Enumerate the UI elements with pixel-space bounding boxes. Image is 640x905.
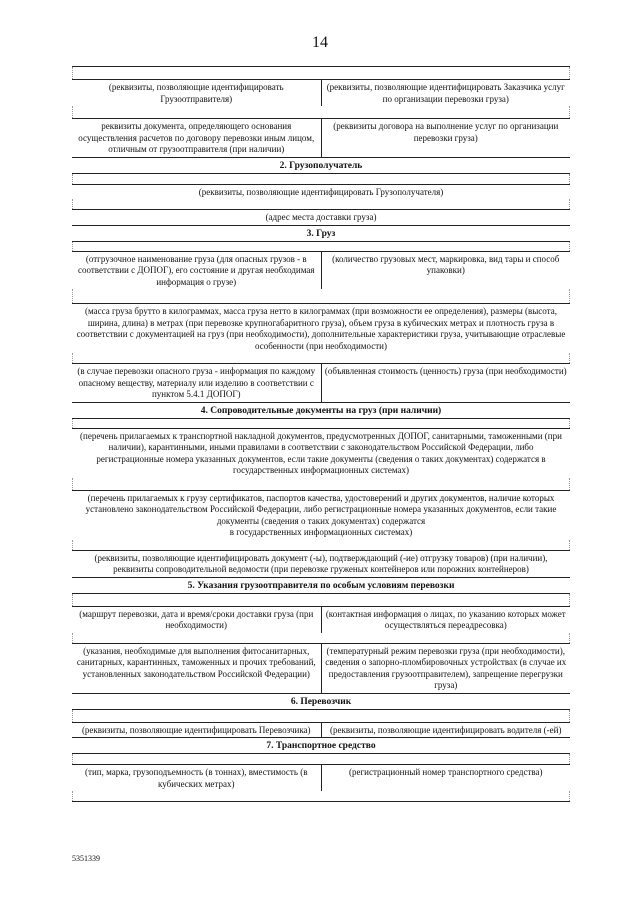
- contact-caption: (контактная информация о лицах, по указанию которых может осуществляться переадресовка): [321, 606, 571, 633]
- customer-details-caption: (реквизиты, позволяющие идентифицировать Заказчика услуг по организации перевозки груза): [321, 79, 571, 106]
- carrier-caption: (реквизиты, позволяющие идентифицировать Перевозчика): [72, 722, 321, 738]
- section-6-heading: 6. Перевозчик: [72, 693, 570, 710]
- section-7-heading: 7. Транспортное средство: [72, 737, 570, 754]
- requirements-caption: (указания, необходимые для выполнения фитосанитарных, санитарных, карантинных, таможенных и прочих требований, установленных законодательством Российской Федерации): [72, 643, 321, 693]
- certificates-caption: [72, 490, 570, 540]
- row-dangerous-cargo: [72, 363, 570, 402]
- certificates-caption-tail: в государственных информационных системах): [229, 527, 413, 537]
- consignor-details-caption: (реквизиты, позволяющие идентифицировать Грузоотправителя): [72, 79, 321, 106]
- section-3-heading: 3. Груз: [72, 225, 570, 242]
- route-caption: (маршрут перевозки, дата и время/сроки доставки груза (при необходимости): [72, 606, 321, 633]
- section-5-heading: 5. Указания грузоотправителя по особым условиям перевозки: [72, 577, 570, 594]
- form-bottom-border: [72, 801, 570, 802]
- row-vehicle: [72, 764, 570, 791]
- attached-documents-caption: (перечень прилагаемых к транспортной накладной документов, предусмотренных ДОПОГ, санитарными, таможенными (при наличии), карантинными, иными правилами в соответствии с законодательством Российской Федерации, либо регистрационные номера указанных документов, если такие документы (сведения о таких документах) содержатся в государственных информационных системах): [72, 428, 570, 478]
- vehicle-number-caption: (регистрационный номер транспортного средства): [321, 764, 571, 791]
- consignee-details-caption: (реквизиты, позволяющие идентифицировать Грузополучателя): [72, 184, 570, 200]
- row-requirements: [72, 643, 570, 693]
- row-settlement-document: [72, 118, 570, 157]
- transport-waybill-form: [72, 66, 570, 802]
- entry-space: [72, 754, 570, 764]
- entry-space: [72, 633, 570, 643]
- settlement-document-caption: реквизиты документа, определяющего основания осуществления расчетов по договору перевозки иным лицом, отличным от грузоотправителя (при наличии): [72, 118, 321, 157]
- entry-space: [72, 174, 570, 184]
- declared-value-caption: (объявленная стоимость (ценность) груза (при необходимости): [321, 363, 571, 402]
- cargo-mass-caption: (масса груза брутто в килограммах, масса груза нетто в килограммах (при возможности ее определения), размеры (высота, ширина, длина) в метрах (при перевозке крупногабаритного груза), объем груза в кубических метрах и плотность груза в соответствии с документацией на груз (при необходимости), дополнительные характеристики груза, учитывающие отраслевые особенности (при необходимости): [72, 303, 570, 353]
- entry-space: [72, 791, 570, 801]
- entry-space: [72, 353, 570, 363]
- entry-space: [72, 710, 570, 722]
- entry-space: [72, 67, 570, 79]
- driver-caption: (реквизиты, позволяющие идентифицировать водителя (-ей): [321, 722, 571, 738]
- entry-space: [72, 199, 570, 209]
- page-number: 14: [312, 34, 328, 51]
- entry-space: [72, 419, 570, 428]
- entry-space: [72, 594, 570, 606]
- entry-space: [72, 289, 570, 303]
- packages-caption: (количество грузовых мест, маркировка, вид тары и способ упаковки): [321, 251, 571, 290]
- vehicle-type-caption: (тип, марка, грузоподъемность (в тоннах), вместимость (в кубических метрах): [72, 764, 321, 791]
- cargo-name-caption: (отгрузочное наименование груза (для опасных грузов - в соответствии с ДОПОГ), его состояние и другая необходимая информация о грузе): [72, 251, 321, 290]
- row-carrier: [72, 722, 570, 738]
- section-2-heading: 2. Грузополучатель: [72, 157, 570, 174]
- entry-space: [72, 242, 570, 251]
- row-cargo-name: [72, 251, 570, 290]
- entry-space: [72, 540, 570, 550]
- service-contract-caption: (реквизиты договора на выполнение услуг по организации перевозки груза): [321, 118, 571, 157]
- entry-space: [72, 478, 570, 490]
- dangerous-cargo-caption: (в случае перевозки опасного груза - информация по каждому опасному веществу, материалу или изделию в соответствии с пунктом 5.4.1 ДОПОГ): [72, 363, 321, 402]
- temperature-caption: (температурный режим перевозки груза (при необходимости), сведения о запорно-пломбировочных устройствах (в случае их предоставления грузоотправителем), запрещение перегрузки груза): [321, 643, 571, 693]
- entry-space: [72, 106, 570, 118]
- row-route: [72, 606, 570, 633]
- shipping-documents-caption: (реквизиты, позволяющие идентифицировать документ (-ы), подтверждающий (-ие) отгрузку товаров) (при наличии), реквизиты сопроводительной ведомости (при перевозке груженых контейнеров или порожних контейнеров): [72, 550, 570, 577]
- row-consignor: [72, 79, 570, 106]
- certificates-caption-text: (перечень прилагаемых к грузу сертификатов, паспортов качества, удостоверений и других документов, наличие которых установлено законодательством Российской Федерации, либо регистрационные номера указанных документов, если такие документы (сведения о таких документах) содержатся: [85, 492, 557, 526]
- document-code: 5351339: [72, 854, 100, 863]
- delivery-address-caption: (адрес места доставки груза): [72, 209, 570, 225]
- section-4-heading: 4. Сопроводительные документы на груз (при наличии): [72, 402, 570, 419]
